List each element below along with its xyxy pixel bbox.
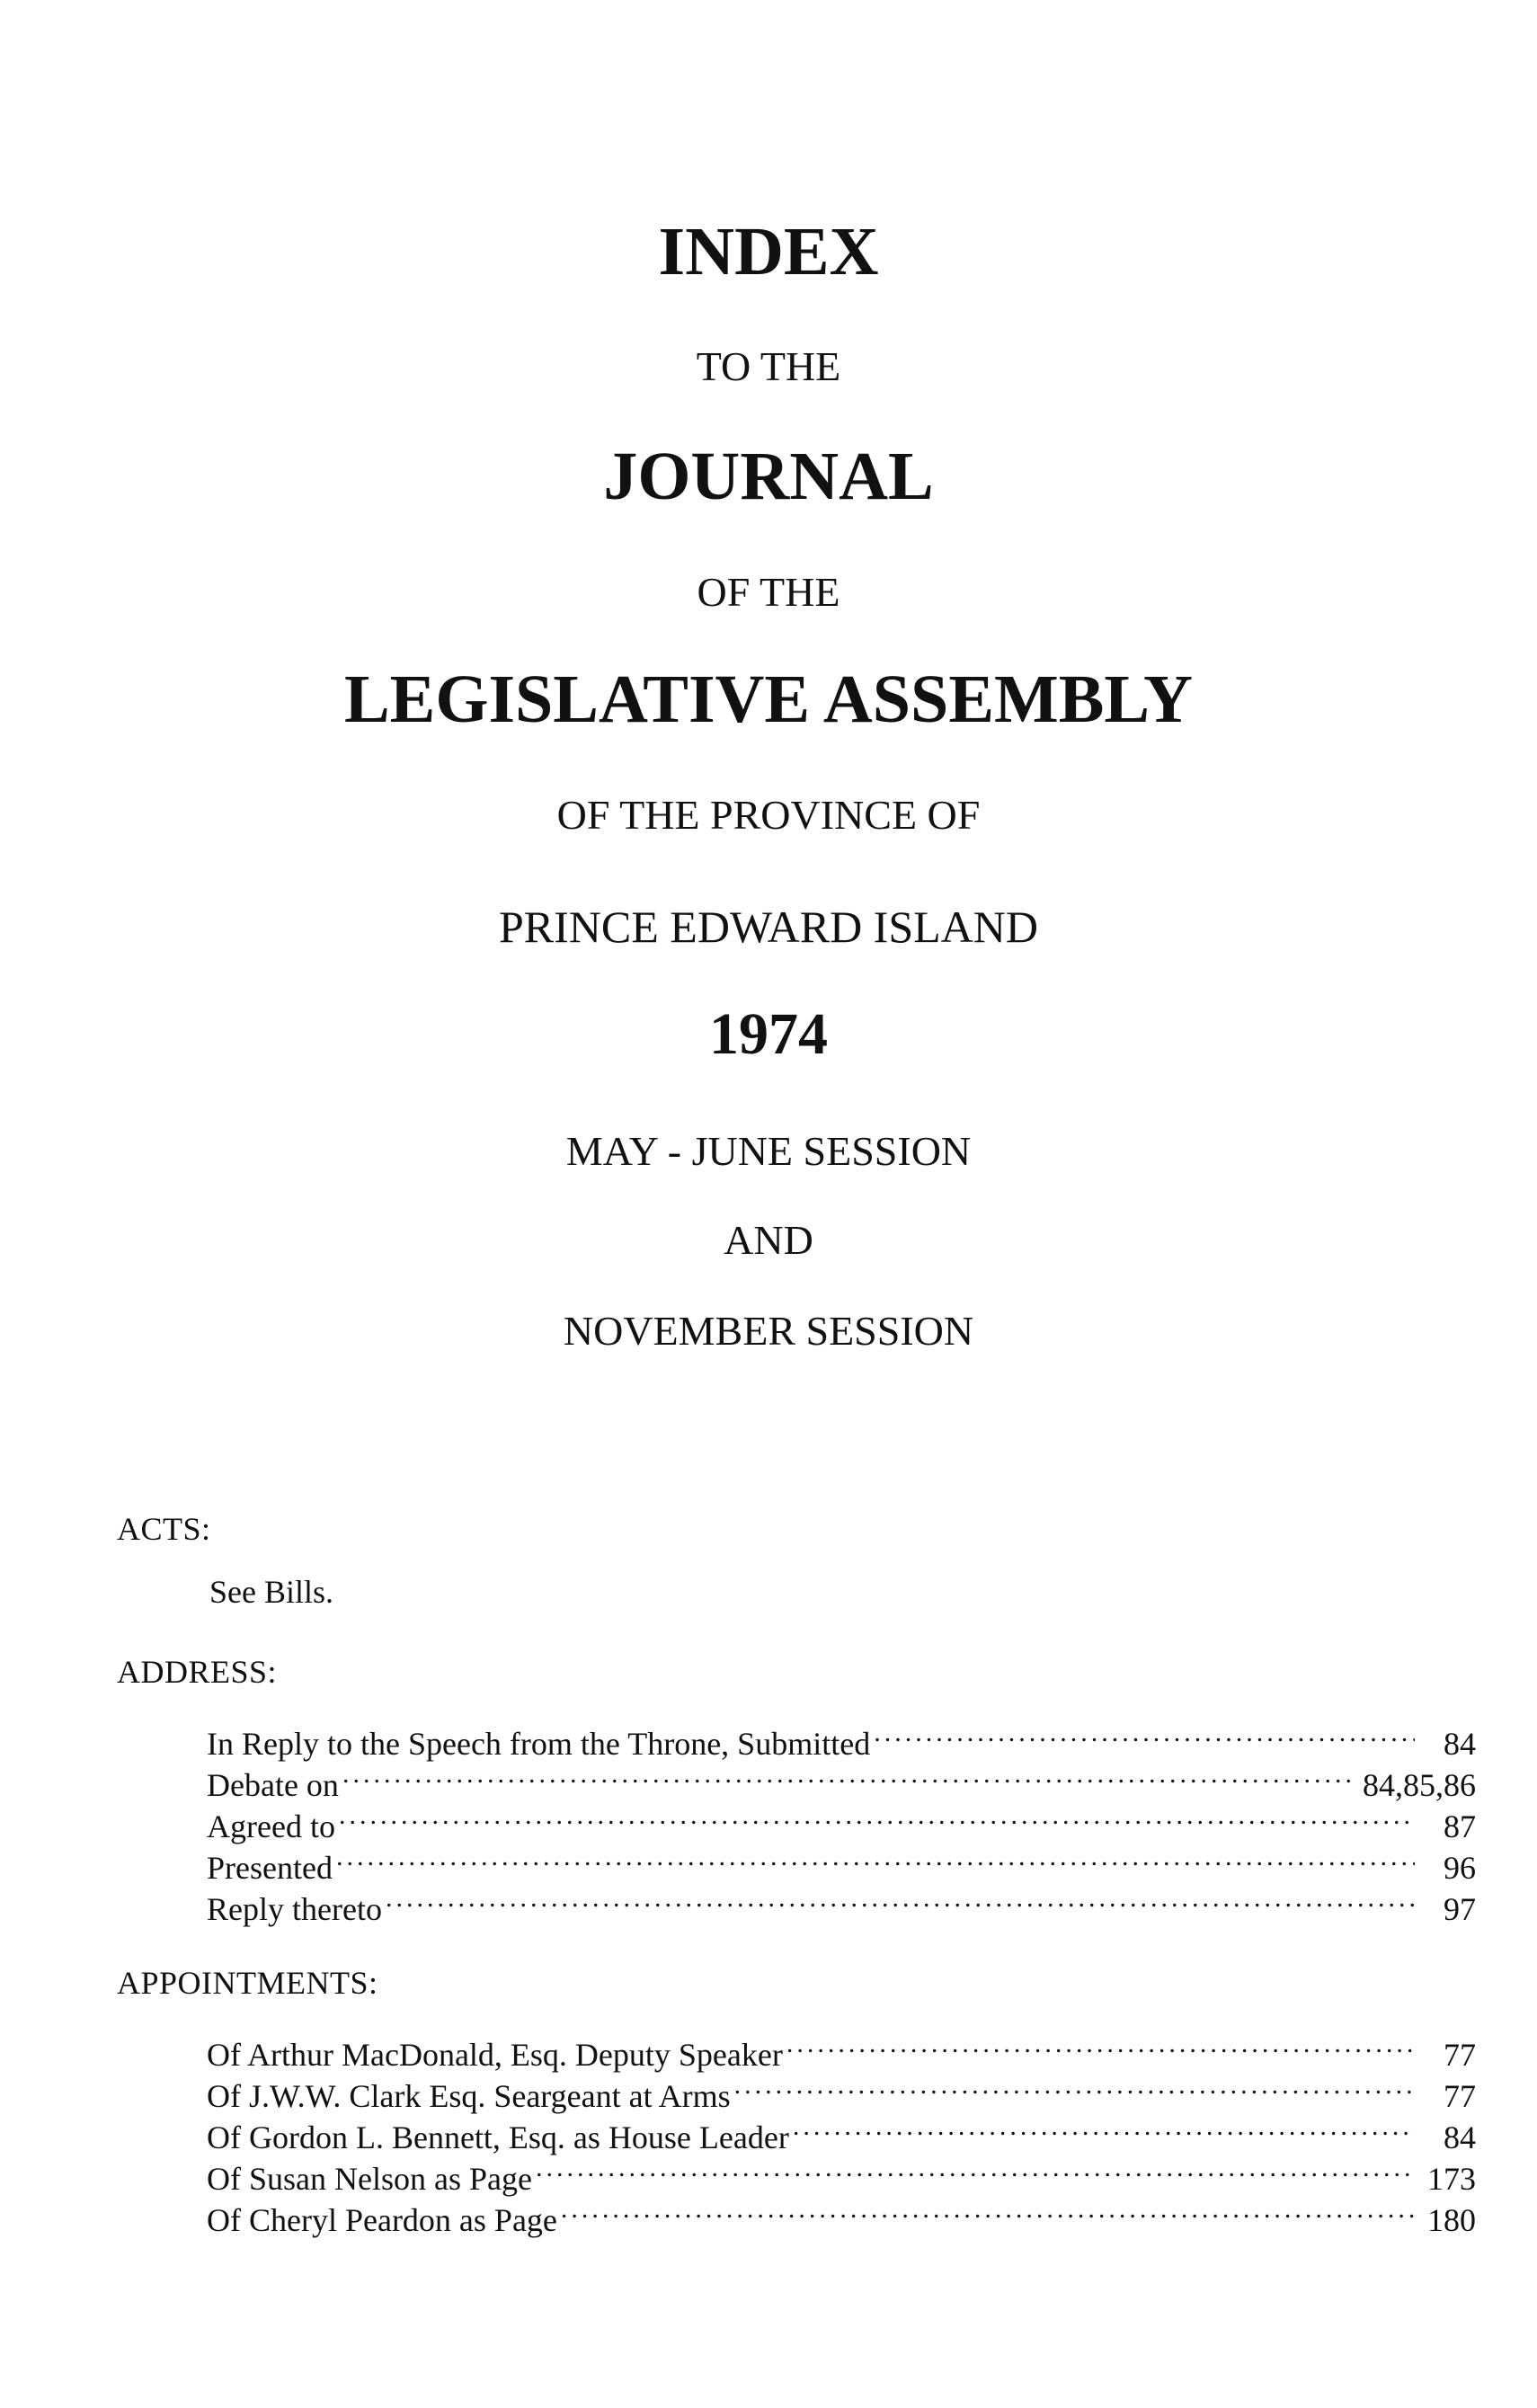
title-session-november: NOVEMBER SESSION — [563, 1308, 974, 1354]
entry-page: 173 — [1427, 2161, 1476, 2197]
entry-page: 84 — [1444, 2119, 1476, 2155]
cross-reference-see-bills: See Bills. — [209, 1574, 334, 1610]
entry-page: 96 — [1444, 1850, 1476, 1886]
index-entry — [207, 2024, 1476, 2073]
dot-leader — [793, 2107, 1415, 2148]
entry-label: Agreed to — [207, 1808, 335, 1844]
index-entry — [207, 1755, 1476, 1803]
entry-page: 77 — [1444, 2078, 1476, 2114]
title-province-name: PRINCE EDWARD ISLAND — [499, 902, 1038, 952]
entry-page: 180 — [1427, 2202, 1476, 2238]
section-heading-acts: ACTS: — [117, 1511, 211, 1547]
dot-leader — [342, 1755, 1355, 1796]
entry-label: Of Susan Nelson as Page — [207, 2161, 532, 2197]
index-entry — [207, 1837, 1476, 1886]
entry-page: 87 — [1444, 1808, 1476, 1844]
entry-label: Of Gordon L. Bennett, Esq. as House Leader — [207, 2119, 789, 2155]
dot-leader — [339, 1796, 1415, 1837]
title-to-the: TO THE — [696, 343, 841, 389]
entry-label: Debate on — [207, 1767, 339, 1803]
title-year: 1974 — [709, 1001, 828, 1067]
dot-leader — [874, 1713, 1415, 1755]
title-journal: JOURNAL — [603, 439, 934, 514]
entry-label: Of J.W.W. Clark Esq. Seargeant at Arms — [207, 2078, 731, 2114]
dot-leader — [786, 2024, 1415, 2066]
entry-page: 77 — [1444, 2037, 1476, 2073]
title-of-the: OF THE — [697, 569, 840, 615]
entry-page: 84 — [1444, 1726, 1476, 1762]
title-and: AND — [724, 1217, 813, 1263]
index-entry — [207, 1713, 1476, 1762]
dot-leader — [386, 1879, 1415, 1920]
appointments-entry-list — [207, 2024, 1476, 2238]
title-session-may-june: MAY - JUNE SESSION — [565, 1128, 972, 1174]
index-entry — [207, 1796, 1476, 1844]
index-entry — [207, 1879, 1476, 1927]
entry-page: 97 — [1444, 1891, 1476, 1927]
entry-page: 84,85,86 — [1363, 1767, 1476, 1803]
entry-label: Presented — [207, 1850, 333, 1886]
address-entry-list — [207, 1713, 1476, 1927]
title-legislative-assembly: LEGISLATIVE ASSEMBLY — [343, 662, 1194, 737]
entry-label: Of Cheryl Peardon as Page — [207, 2202, 557, 2238]
section-heading-address: ADDRESS: — [117, 1654, 278, 1690]
title-of-the-province-of: OF THE PROVINCE OF — [556, 792, 981, 838]
dot-leader — [336, 1837, 1415, 1879]
entry-label: In Reply to the Speech from the Throne, Submitted — [207, 1726, 871, 1762]
section-heading-appointments: APPOINTMENTS: — [117, 1965, 378, 2001]
dot-leader — [734, 2066, 1415, 2107]
dot-leader — [536, 2148, 1415, 2190]
title-index: INDEX — [658, 214, 879, 289]
entry-label: Reply thereto — [207, 1891, 382, 1927]
dot-leader — [561, 2190, 1415, 2231]
entry-label: Of Arthur MacDonald, Esq. Deputy Speaker — [207, 2037, 783, 2073]
